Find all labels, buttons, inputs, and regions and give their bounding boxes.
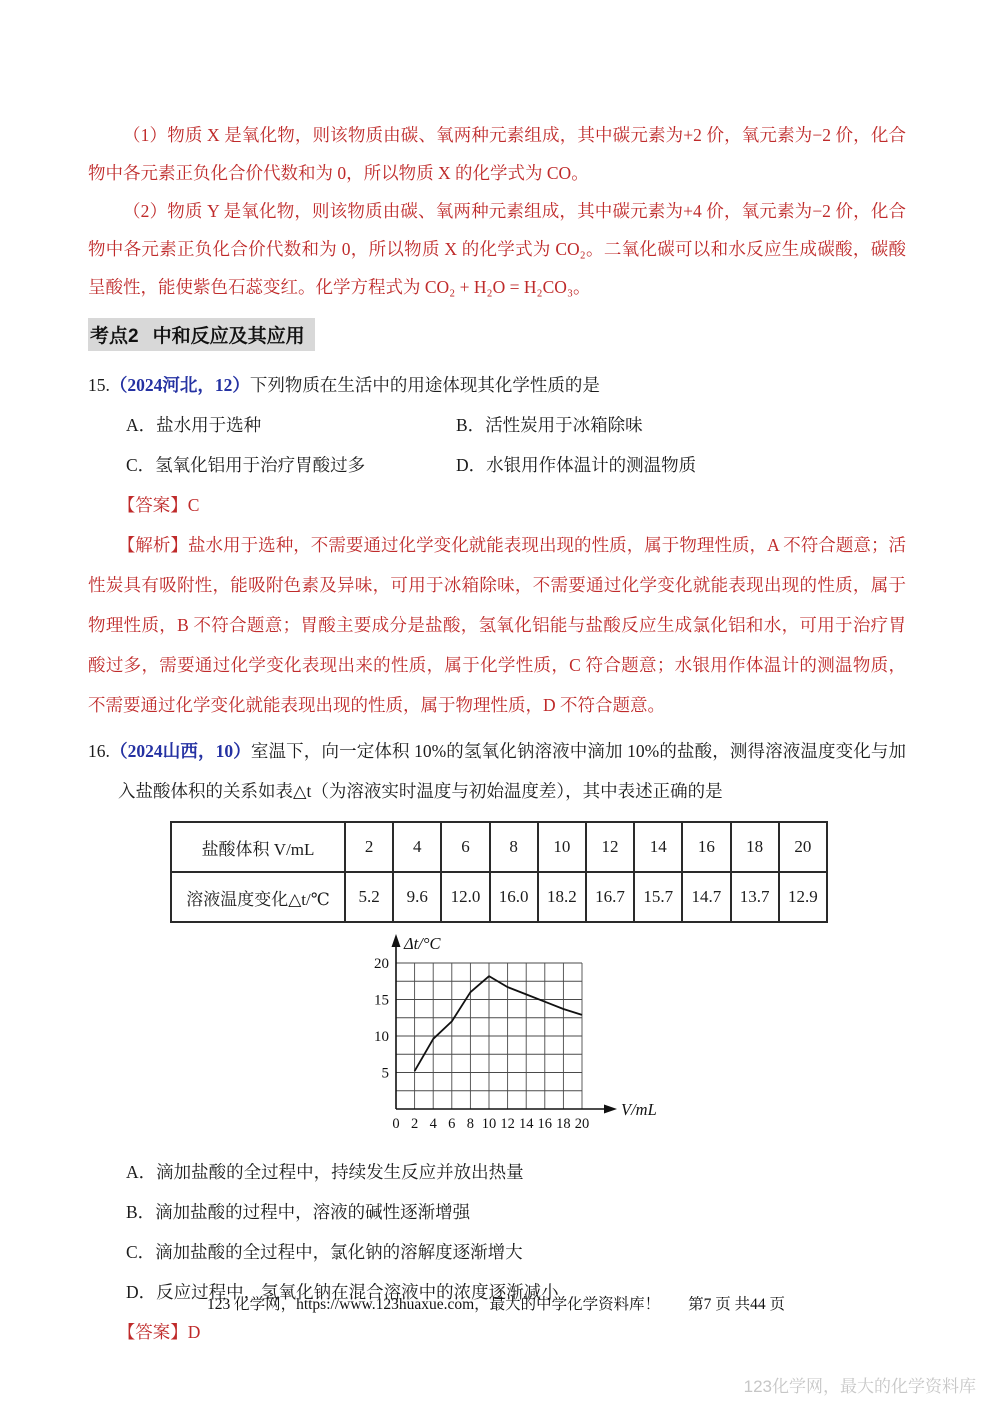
x-tick-label: 14 — [518, 1116, 534, 1132]
footer-page-number: 第7 页 共44 页 — [688, 1296, 786, 1313]
option-16-a-label: A． — [126, 1162, 157, 1182]
answer-16-label: 【答案】 — [117, 1322, 188, 1342]
table-row-temperature-cell: 12.9 — [779, 872, 827, 922]
option-15-a — [126, 405, 456, 445]
question-16-citation: （2024山西，10） — [109, 741, 251, 761]
question-16-answer — [118, 1312, 906, 1352]
x-tick-label: 8 — [466, 1116, 475, 1132]
question-16-number: 16. — [88, 741, 110, 761]
x-axis-arrow-icon — [604, 1105, 617, 1114]
question-15-number: 15. — [88, 375, 110, 395]
table-row-volume-label: 盐酸体积 V/mL — [171, 822, 345, 872]
option-15-b — [456, 405, 906, 445]
data-table — [170, 821, 828, 923]
analysis-15-text: 盐水用于选种，不需要通过化学变化就能表现出现的性质，属于物理性质，A 不符合题意；活性炭具有吸附性，能吸附色素及异味，可用于冰箱除味，不需要通过化学变化就能表现出现的性质，属于物理性质，B 不符合题意；胃酸主要成分是盐酸，氢氧化铝能与盐酸反应生成氯化铝和水，可用于治疗胃酸过多，需要通过化学变化表现出来的性质，属于化学性质，C 符合题意；水银用作体温计的测温物质，不需要通过化学变化就能表现出现的性质，属于物理性质，D 不符合题意。 — [88, 535, 907, 715]
table-row-temperature-cell: 16.7 — [586, 872, 634, 922]
option-16-b — [126, 1192, 906, 1232]
table-row-temperature-cell: 12.0 — [441, 872, 489, 922]
table-row-temperature-cell: 18.2 — [538, 872, 586, 922]
section-label: 考点2 — [90, 326, 139, 347]
option-16-c-text: 滴加盐酸的全过程中，氯化钠的溶解度逐渐增大 — [155, 1242, 523, 1262]
answer-15-label: 【答案】 — [117, 495, 188, 515]
y-tick-label: 5 — [381, 1065, 389, 1082]
x-tick-label: 20 — [574, 1116, 590, 1132]
option-16-d-text: 反应过程中，氢氧化钠在混合溶液中的浓度逐渐减小 — [156, 1282, 559, 1302]
question-15-analysis — [88, 525, 906, 725]
table-row-temperature-label: 溶液温度变化△t/℃ — [171, 872, 345, 922]
table-row-temperature-cell: 9.6 — [393, 872, 441, 922]
table-row-volume-cell: 18 — [731, 822, 779, 872]
table-row-volume-cell: 8 — [490, 822, 538, 872]
option-16-c — [126, 1232, 906, 1272]
x-tick-label: 6 — [448, 1116, 456, 1132]
table-row-temperature-cell: 5.2 — [345, 872, 393, 922]
question-15-stem — [88, 365, 906, 405]
y-axis-arrow-icon — [392, 934, 401, 947]
option-16-c-label: C． — [126, 1242, 156, 1262]
table-row-temperature-cell: 15.7 — [634, 872, 682, 922]
option-16-b-label: B． — [126, 1202, 156, 1222]
option-16-d-label: D． — [126, 1282, 157, 1302]
x-tick-label: 16 — [537, 1116, 553, 1132]
section-heading-row — [88, 306, 906, 361]
analysis-15-label: 【解析】 — [117, 535, 188, 555]
option-15-d-text: 水银用作体温计的测温物质 — [486, 455, 697, 475]
table-row-volume-cell: 4 — [393, 822, 441, 872]
x-tick-label: 0 — [392, 1116, 400, 1132]
option-16-a — [126, 1152, 906, 1192]
table-row-volume-cell: 12 — [586, 822, 634, 872]
footer-site-text: 123 化学网，https://www.123huaxue.com，最大的中学化学资料库！ — [206, 1296, 661, 1313]
y-tick-label: 10 — [374, 1029, 389, 1045]
answer-explanation-paragraph-1: （1）物质 X 是氧化物，则该物质由碳、氧两种元素组成，其中碳元素为+2 价，氧元素为−2 价，化合物中各元素正负化合价代数和为 0，所以物质 X 的化学式为 CO。 — [88, 125, 906, 183]
option-15-a-label: A． — [126, 415, 157, 435]
option-15-b-label: B． — [456, 415, 486, 435]
table-row-temperature-cell: 14.7 — [682, 872, 730, 922]
section-heading — [88, 318, 315, 351]
option-15-c-label: C． — [126, 455, 156, 475]
table-row-temperature-cell: 13.7 — [731, 872, 779, 922]
x-tick-label: 4 — [429, 1116, 437, 1132]
option-15-c-text: 氢氧化铝用于治疗胃酸过多 — [155, 455, 366, 475]
table-row-temperature-cell: 16.0 — [490, 872, 538, 922]
x-tick-label: 2 — [410, 1116, 419, 1132]
question-16-options — [126, 1152, 906, 1312]
page-footer — [0, 1292, 992, 1318]
x-tick-label: 12 — [500, 1116, 515, 1132]
answer-15-value: C — [187, 495, 200, 515]
table-row-volume-cell: 16 — [682, 822, 730, 872]
table-row-volume-cell: 2 — [345, 822, 393, 872]
watermark-text: 123化学网，最大的化学资料库 — [743, 1377, 976, 1396]
question-16-stem — [88, 731, 906, 811]
question-15-options — [126, 405, 906, 485]
option-16-a-text: 滴加盐酸的全过程中，持续发生反应并放出热量 — [156, 1162, 524, 1182]
option-16-b-text: 滴加盐酸的过程中，溶液的碱性逐渐增强 — [155, 1202, 471, 1222]
table-row-volume — [171, 822, 827, 872]
x-tick-label: 18 — [556, 1116, 571, 1132]
y-tick-label: 20 — [374, 956, 389, 972]
answer-16-value: D — [187, 1322, 201, 1342]
table-row-volume-cell: 6 — [441, 822, 489, 872]
table-row-volume-cell: 20 — [779, 822, 827, 872]
line-chart — [358, 931, 906, 1152]
option-15-b-text: 活性炭用于冰箱除味 — [485, 415, 643, 435]
option-15-a-text: 盐水用于选种 — [156, 415, 262, 435]
line-chart-svg — [358, 931, 692, 1147]
table-row-temperature — [171, 872, 827, 922]
table-row-volume-cell: 14 — [634, 822, 682, 872]
option-15-c — [126, 445, 456, 485]
option-15-d-label: D． — [456, 455, 487, 475]
question-15-answer — [118, 485, 906, 525]
y-tick-label: 15 — [374, 992, 389, 1009]
option-15-d — [456, 445, 906, 485]
x-tick-label: 10 — [481, 1116, 497, 1132]
y-axis-title: Δt/°C — [404, 934, 441, 953]
answer-explanation-paragraph-2: （2）物质 Y 是氧化物，则该物质由碳、氧两种元素组成，其中碳元素为+4 价，氧元素为−2 价，化合物中各元素正负化合价代数和为 0，所以物质 X 的化学式为 CO₂。二氧化碳可以和水反应生成碳酸，碳酸呈酸性，能使紫色石蕊变红。化学方程式为 CO₂ + H₂O = H₂CO₃。 — [88, 201, 906, 297]
question-16-text: 室温下，向一定体积 10%的氢氧化钠溶液中滴加 10%的盐酸，测得溶液温度变化与加入盐酸体积的关系如表△t（为溶液实时温度与初始温度差），其中表述正确的是 — [118, 741, 907, 801]
section-title: 中和反应及其应用 — [152, 326, 305, 347]
question-15-text: 下列物质在生活中的用途体现其化学性质的是 — [249, 375, 600, 395]
question-15-citation: （2024河北，12） — [109, 375, 250, 395]
data-curve — [415, 976, 582, 1071]
page-content — [88, 116, 906, 1352]
table-row-volume-cell: 10 — [538, 822, 586, 872]
x-axis-title: V/mL — [621, 1100, 657, 1119]
